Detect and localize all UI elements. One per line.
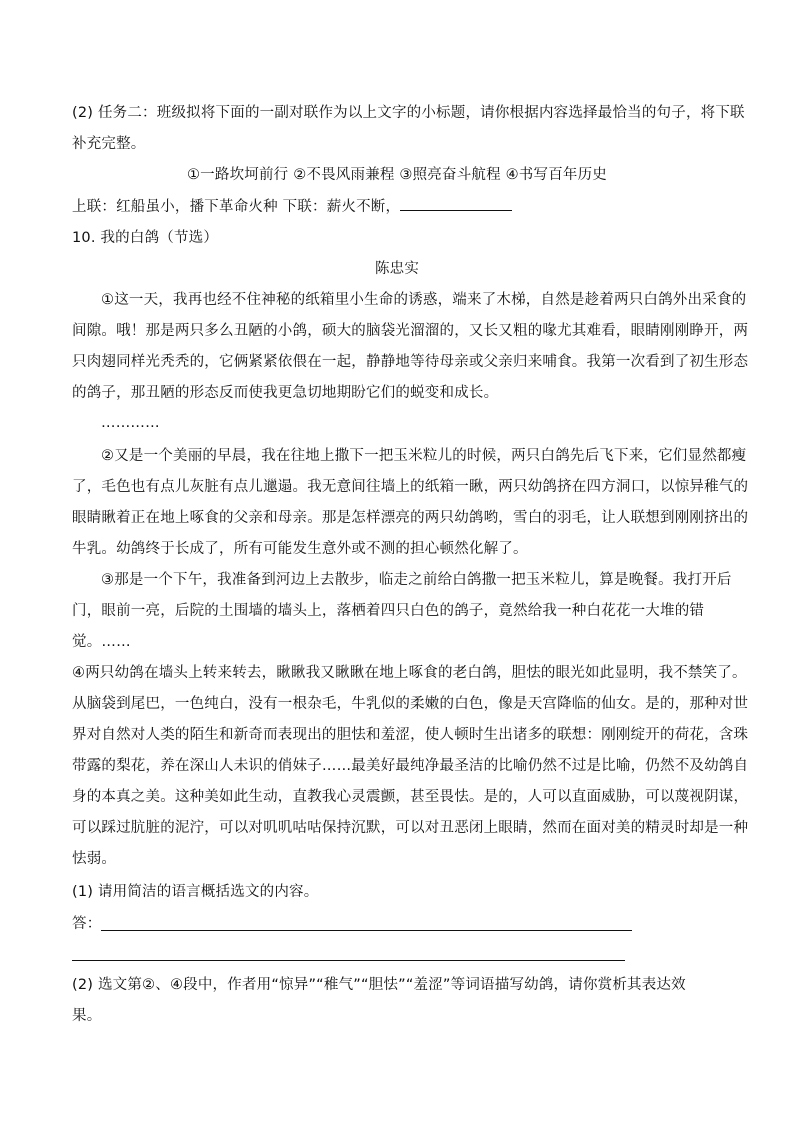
author-name: 陈忠实 [374,261,420,277]
paragraph-1-line: ①这一天，我再也经不住神秘的纸箱里小生命的诱惑，端来了木梯，自然是趁着两只白鸽外出采食的 [101,292,747,308]
paragraph-2-line: 眼睛瞅着正在地上啄食的父亲和母亲。那是怎样漂亮的两只幼鸽哟，雪白的羽毛，让人联想到刚刚挤出的 [72,510,749,526]
couplet-text: 上联：红船虽小，播下革命火种 下联：薪火不断， [72,199,401,215]
paragraph-4-line: 从脑袋到尾巴，一色纯白，没有一根杂毛，牛乳似的柔嫩的白色，像是天宫降临的仙女。是的，那种对世 [72,696,749,712]
answer-line-1[interactable] [101,930,632,931]
paragraph-3-line: 门，眼前一亮，后院的土围墙的墙头上，落栖着四只白色的鸽子，竟然给我一种白花花一大堆的错 [72,603,705,619]
paragraph-4-line: 身的本真之美。这种美如此生动，直教我心灵震颤，甚至畏怯。是的，人可以直面威胁，可以蔑视阴谋， [72,789,749,805]
task2-question-line1: (2) 任务二：班级拟将下面的一副对联作为以上文字的小标题，请你根据内容选择最恰当的句子，将下联 [72,105,745,121]
task2-couplet [72,196,722,217]
paragraph-2-line: ②又是一个美丽的早晨，我在往地上撒下一把玉米粒儿的时候，两只白鸽先后飞下来，它们显然都瘦 [101,448,747,464]
task2-options: ①一路坎坷前行 ②不畏风雨兼程 ③照亮奋斗航程 ④书写百年历史 [186,167,608,183]
paragraph-4-line: 界对自然对人类的陌生和新奇而表现出的胆怯和羞涩，使人顿时生出诸多的联想：刚刚绽开的荷花，含珠 [72,727,749,743]
sub-question-1: (1) 请用简洁的语言概括选文的内容。 [72,884,319,900]
paragraph-4-line: 可以踩过肮脏的泥泞，可以对叽叽咕咕保持沉默，可以对丑恶闭上眼睛，然而在面对美的精灵时却是一种 [72,820,749,836]
paragraph-3-line: ③那是一个下午，我准备到河边上去散步，临走之前给白鸽撒一把玉米粒儿，算是晚餐。我打开后 [101,572,732,588]
question-10-title: 10. 我的白鸽（节选） [72,230,219,246]
paragraph-4-line: ④两只幼鸽在墙头上转来转去，瞅瞅我又瞅瞅在地上啄食的老白鸽，胆怯的眼光如此显明，我不禁笑了。 [72,665,747,681]
answer-line-2[interactable] [72,960,625,961]
couplet-answer-blank[interactable] [400,196,512,211]
paragraph-2-line: 了，毛色也有点儿灰脏有点儿邋遢。我无意间往墙上的纸箱一瞅，两只幼鸽挤在四方洞口，以惊异稚气的 [72,479,749,495]
answer-label: 答： [72,916,102,932]
sub-question-2-line1: (2) 选文第②、④段中，作者用“惊异”“稚气”“胆怯”“羞涩”等词语描写幼鸽，请你赏析其表达效 [72,977,686,993]
omission-ellipsis: ………… [101,415,160,431]
sub-question-2-line2: 果。 [72,1008,102,1024]
paragraph-2-line: 牛乳。幼鸽终于长成了，所有可能发生意外或不测的担心顿然化解了。 [72,541,528,557]
paragraph-4-line: 怯弱。 [72,851,117,867]
task2-question-line2: 补充完整。 [72,136,146,152]
paragraph-1-line: 的鸽子，那丑陋的形态反而使我更急切地期盼它们的蜕变和成长。 [72,385,499,401]
paragraph-1-line: 间隙。哦！那是两只多么丑陋的小鸽，硕大的脑袋光溜溜的，又长又粗的喙尤其难看，眼睛刚刚睁开，两 [72,323,749,339]
paragraph-3-line: 觉。…… [72,634,131,650]
paragraph-4-line: 带露的梨花，养在深山人未识的俏妹子……最美好最纯净最圣洁的比喻仍然不过是比喻，仍然不及幼鸽自 [72,758,749,774]
paragraph-1-line: 只肉翅同样光秃秃的，它俩紧紧依偎在一起，静静地等待母亲或父亲归来哺食。我第一次看到了初生形态 [72,354,749,370]
